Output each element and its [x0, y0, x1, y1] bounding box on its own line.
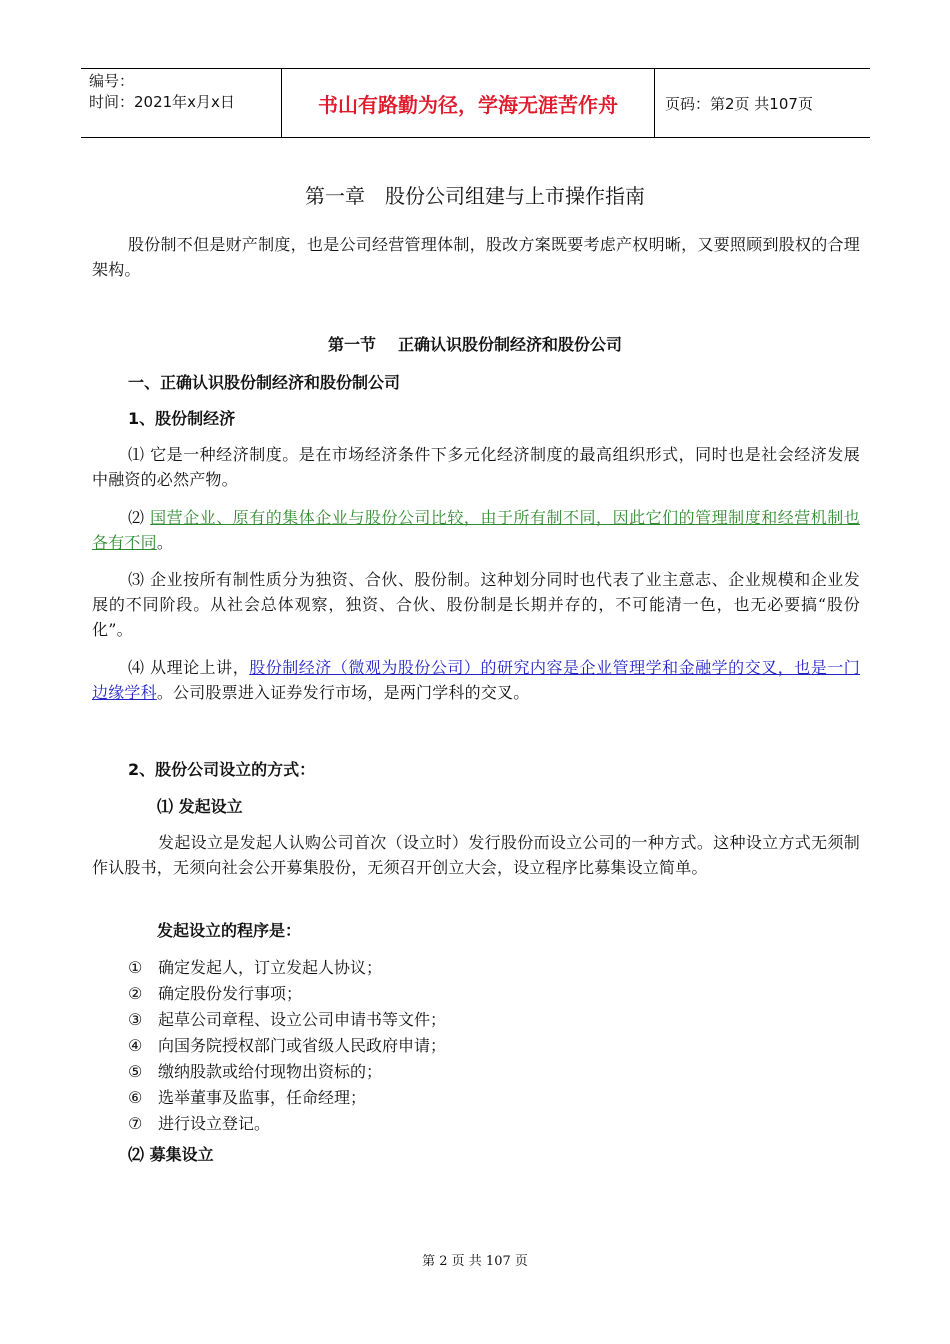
list-item: ⑥ 选举董事及监事，任命经理； [128, 1088, 367, 1107]
list-item: ② 确定股份发行事项； [128, 984, 303, 1003]
paragraph-4-prefix: ⑷ 从理论上讲， [128, 658, 250, 677]
paragraph-4-suffix: 。公司股票进入证券发行市场，是两门学科的交叉。 [156, 683, 530, 702]
section-title [0, 332, 950, 355]
paragraph-2 [92, 505, 860, 555]
paragraph-3: ⑶ 企业按所有制性质分为独资、合伙、股份制。这种划分同时也代表了业主意志、企业规模和企业发展的不同阶段。从社会总体观察，独资、合伙、股份制是长期并存的，不可能清一色，也无必要搞“股份化”。 [92, 570, 860, 639]
procedure-title: 发起设立的程序是： [157, 921, 302, 940]
intro-paragraph: 股份制不但是财产制度，也是公司经营管理体制，股改方案既要考虑产权明晰，又要照顾到股权的合理架构。 [92, 235, 860, 279]
chapter-title [0, 180, 950, 209]
page-header [81, 68, 870, 138]
header-meta [81, 69, 281, 137]
list-item: ⑤ 缴纳股款或给付现物出资标的； [128, 1062, 383, 1081]
paragraph-1: ⑴ 它是一种经济制度。是在市场经济条件下多元化经济制度的最高组织形式，同时也是社会经济发展中融资的必然产物。 [92, 445, 860, 489]
section-name: 正确认识股份制经济和股份公司 [398, 335, 623, 354]
subheading-founding: ⑴ 发起设立 [157, 797, 243, 816]
paragraph-4-link[interactable]: 股份制经济（微观为股份公司）的研究内容是企业管理学和金融学的交叉，也是一门边缘学科 [92, 658, 860, 702]
chapter-name: 股份公司组建与上市操作指南 [385, 184, 645, 208]
subheading-fundraising: ⑵ 募集设立 [128, 1145, 214, 1164]
paragraph-2-suffix: 。 [156, 533, 174, 552]
heading-1: 一、正确认识股份制经济和股份制公司 [128, 373, 401, 392]
document-number: 编号： [89, 72, 135, 90]
page-footer: 第 2 页 共 107 页 [422, 1254, 528, 1269]
document-date: 时间：2021年x月x日 [89, 93, 235, 111]
procedure-steps [128, 955, 446, 1137]
list-item: ⑦ 进行设立登记。 [128, 1114, 271, 1133]
list-item: ① 确定发起人，订立发起人协议； [128, 958, 383, 977]
chapter-number: 第一章 [305, 184, 365, 208]
paragraph-4 [92, 655, 860, 705]
list-item: ③ 起草公司章程、设立公司申请书等文件； [128, 1010, 447, 1029]
paragraph-2-prefix: ⑵ [128, 508, 151, 527]
heading-2: 2、股份公司设立的方式： [128, 760, 316, 779]
heading-1-1: 1、股份制经济 [128, 409, 236, 428]
header-motto: 书山有路勤为径，学海无涯苦作舟 [281, 69, 655, 137]
section-number: 第一节 [327, 335, 376, 354]
founding-paragraph: 发起设立是发起人认购公司首次（设立时）发行股份而设立公司的一种方式。这种设立方式无须制作认股书，无须向社会公开募集股份，无须召开创立大会，设立程序比募集设立简单。 [92, 833, 860, 877]
list-item: ④ 向国务院授权部门或省级人民政府申请； [128, 1036, 447, 1055]
paragraph-2-link[interactable]: 国营企业、原有的集体企业与股份公司比较，由于所有制不同，因此它们的管理制度和经营机制也各有不同 [92, 508, 860, 552]
header-page-info: 页码：第2页 共107页 [665, 94, 813, 113]
